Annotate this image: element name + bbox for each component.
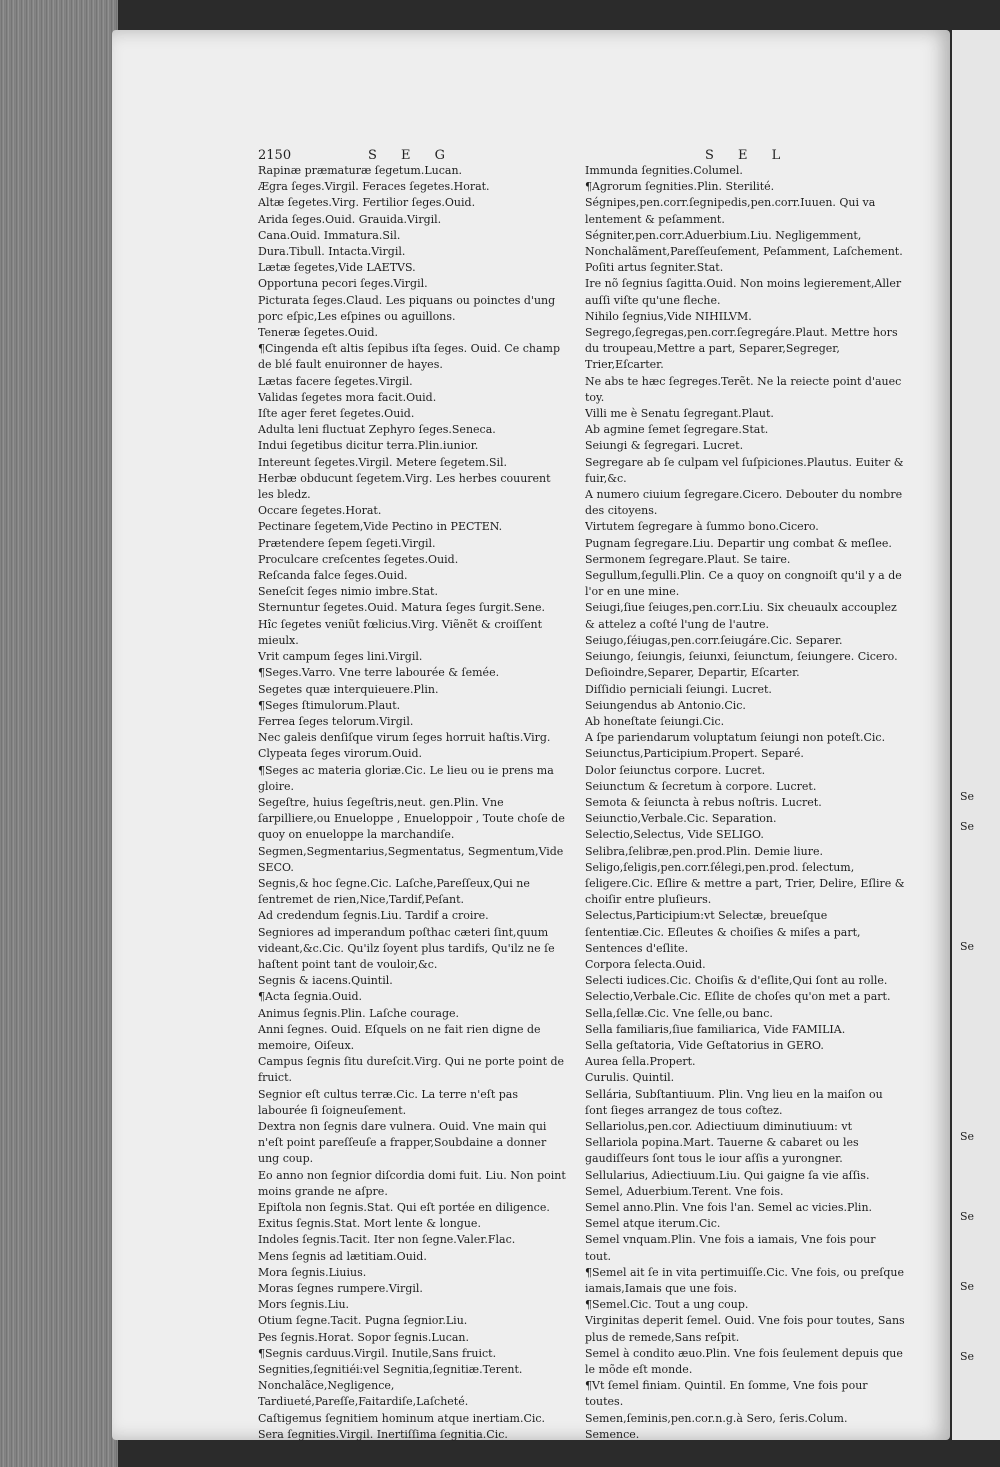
dictionary-entry: Segrego,ſegregas,pen.corr.ſegregáre.Plaut. Mettre hors du troupeau,Mettre a part, Separer,Segreger, Trier,Eſcarter. <box>585 326 898 372</box>
dictionary-entry: Ségnipes,pen.corr.ſegnipedis,pen.corr.Iuuen. Qui va lentement & peſamment. <box>585 196 876 226</box>
dictionary-entry: Virginitas deperit ſemel. Ouid. Vne fois pour toutes, Sans plus de remede,Sans reſpit. <box>585 1314 905 1344</box>
dictionary-entry: Segnis,& hoc ſegne.Cic. Laſche,Pareſſeux,Qui ne ſentremet de rien,Nice,Tardif,Peſant. <box>258 876 530 907</box>
dictionary-entry: Curulis. Quintil. <box>585 1071 675 1085</box>
dictionary-entry: Eo anno non ſegnior diſcordia domi fuit. Liu. Non point moins grande ne aſpre. <box>258 1168 566 1198</box>
dictionary-entry: Campus ſegnis ſitu dureſcit.Virg. Qui ne porte point de fruict. <box>258 1055 565 1085</box>
facing-page-fragment: Se <box>960 1280 975 1293</box>
dictionary-entry: Segetes quæ interquieuere.Plin. <box>258 682 439 696</box>
dictionary-entry: Selecti iudices.Cic. Choiſis & d'eſlite,Qui ſont au rolle. <box>585 974 888 988</box>
dictionary-entry: Intereunt ſegetes.Virgil. Metere ſegetem.Sil. <box>258 455 508 469</box>
dictionary-entry: ¶Acta ſegnia.Ouid. <box>258 990 363 1004</box>
dictionary-entry: Sternuntur ſegetes.Ouid. Matura ſeges ſurgit.Sene. <box>258 601 546 615</box>
dictionary-entry: Validas ſegetes mora facit.Ouid. <box>258 390 437 404</box>
dictionary-entry: Ne abs te hæc ſegreges.Terẽt. Ne la reiecte point d'auec toy. <box>585 374 902 404</box>
running-head-left: S E G <box>368 148 456 163</box>
dictionary-entry: Diſſidio perniciali ſeiungi. Lucret. <box>585 682 772 696</box>
dictionary-entry: Semel atque iterum.Cic. <box>585 1217 721 1231</box>
dictionary-entry: Rapinæ præmaturæ ſegetum.Lucan. <box>258 164 463 177</box>
dictionary-entry: Reſcanda falce ſeges.Ouid. <box>258 569 408 583</box>
dictionary-entry: Selectio,Verbale.Cic. Eſlite de choſes qu'on met a part. <box>585 990 891 1004</box>
dictionary-entry: Selectio,Selectus, Vide SELIGO. <box>585 828 764 842</box>
dictionary-entry: Corpora ſelecta.Ouid. <box>585 957 706 971</box>
dictionary-entry: Arida ſeges.Ouid. Grauida.Virgil. <box>258 212 442 226</box>
dictionary-entry: Villi me è Senatu ſegregant.Plaut. <box>585 407 774 421</box>
dictionary-entry: Anni ſegnes. Ouid. Eſquels on ne fait rien digne de memoire, Oiſeux. <box>258 1022 541 1052</box>
facing-page-fragment: Se <box>960 1210 975 1223</box>
book-page-edges <box>0 0 118 1467</box>
dictionary-entry: Segnis & iacens.Quintil. <box>258 974 393 988</box>
facing-page-fragment: Se <box>960 1130 975 1143</box>
dictionary-entry: Dura.Tibull. Intacta.Virgil. <box>258 245 406 259</box>
page-number: 2150 <box>258 148 292 163</box>
dictionary-entry: Iſte ager feret ſegetes.Ouid. <box>258 407 415 421</box>
dictionary-entry: Mens ſegnis ad lætitiam.Ouid. <box>258 1249 427 1263</box>
dictionary-entry: Picturata ſeges.Claud. Les piquans ou poinctes d'ung porc eſpic,Les eſpines ou aguillons. <box>258 293 556 323</box>
dictionary-entry: Nec galeis denſiſque virum ſeges horruit haſtis.Virg. <box>258 731 551 745</box>
facing-page-fragment: Se <box>960 820 975 833</box>
dictionary-entry: Segniores ad imperandum poſthac cæteri ſint,quum videant,&c.Cic. Qu'ilz ſoyent plus tardifs, Qu'ilz ne ſe haſtent point tant de vouloir,&c. <box>258 925 555 971</box>
dictionary-entry: Segnities,ſegnitiéi:vel Segnitia,ſegnitiæ.Terent. Nonchalãce,Negligence, Tardiueté,Pareſſe,Faitardiſe,Laſcheté. <box>258 1363 523 1409</box>
dictionary-entry: Sermonem ſegregare.Plaut. Se taire. <box>585 552 791 566</box>
dictionary-entry: Nihilo ſegnius,Vide NIHILVM. <box>585 309 752 323</box>
dictionary-entry: Sellularius, Adiectiuum.Liu. Qui gaigne ſa vie aſſis. <box>585 1168 870 1182</box>
dictionary-entry: Sellariolus,pen.cor. Adiectiuum diminutiuum: vt Sellariola popina.Mart. Tauerne & cabaret ou les gaudiſſeurs ſont tous le iour aſſis a yurongner. <box>585 1119 859 1166</box>
dictionary-entry: A ſpe pariendarum voluptatum ſeiungi non poteſt.Cic. <box>585 731 886 745</box>
dictionary-entry: Sella familiaris,ſiue familiarica, Vide FAMILIA. <box>585 1022 846 1036</box>
dictionary-entry: Teneræ ſegetes.Ouid. <box>258 326 379 340</box>
dictionary-entry: Ire nõ ſegnius ſagitta.Ouid. Non moins legierement,Aller auſſi viſte qu'une fleche. <box>585 277 902 307</box>
dictionary-entry: Virtutem ſegregare à ſummo bono.Cicero. <box>585 520 819 534</box>
dictionary-entry: ¶Cingenda eſt altis ſepibus iſta ſeges. Ouid. Ce champ de blé fault enuironner de hayes. <box>258 342 561 372</box>
dictionary-entry: Moras ſegnes rumpere.Virgil. <box>258 1282 423 1296</box>
dictionary-entry: Aurea ſella.Propert. <box>585 1055 696 1069</box>
dictionary-entry: Animus ſegnis.Plin. Laſche courage. <box>258 1006 460 1020</box>
dictionary-entry: Sera ſegnities.Virgil. Inertiſſima ſegnitia.Cic. <box>258 1427 508 1441</box>
dictionary-entry: Herbæ obducunt ſegetem.Virg. Les herbes couurent les bledz. <box>258 471 551 502</box>
dictionary-entry: Seiugi,ſiue ſeiuges,pen.corr.Liu. Six cheuaulx accouplez & attelez a coſté l'ung de l'autre. <box>585 601 897 631</box>
dictionary-entry: Semen,ſeminis,pen.cor.n.g.à Sero, ſeris.Colum. Semence. <box>585 1411 848 1441</box>
dictionary-entry: Indoles ſegnis.Tacit. Iter non ſegne.Valer.Flac. <box>258 1233 516 1247</box>
dictionary-entry: Ab agmine ſemet ſegregare.Stat. <box>585 423 769 437</box>
dictionary-entry: Seiungendus ab Antonio.Cic. <box>585 698 746 712</box>
dictionary-entry: Seneſcit ſeges nimio imbre.Stat. <box>258 585 438 599</box>
dictionary-entry: Segeſtre, huius ſegeſtris,neut. gen.Plin. Vne ſarpilliere,ou Enueloppe , Enueloppoir , Toute choſe de quoy on enueloppe la marchandiſe. <box>258 795 565 842</box>
dictionary-entry: Seiugo,ſéiugas,pen.corr.ſeiugáre.Cic. Separer. <box>585 633 843 647</box>
dictionary-entry: Semel anno.Plin. Vne fois l'an. Semel ac vicies.Plin. <box>585 1201 873 1214</box>
dictionary-entry: ¶Vt ſemel finiam. Quintil. En ſomme, Vne fois pour toutes. <box>585 1379 868 1409</box>
dictionary-entry: Hîc ſegetes veniũt fœlicius.Virg. Viẽnẽt & croiſſent mieulx. <box>258 617 543 647</box>
dictionary-entry: Adulta leni fluctuat Zephyro ſeges.Seneca. <box>258 423 496 437</box>
dictionary-entry: Seiunctio,Verbale.Cic. Separation. <box>585 812 777 826</box>
dictionary-entry: Ségniter,pen.corr.Aduerbium.Liu. Negligemment, Nonchalãment,Pareſſeuſement, Peſamment, Laſchement. <box>585 228 903 259</box>
facing-page-fragment: Se <box>960 790 975 803</box>
dictionary-entry: Segmen,Segmentarius,Segmentatus, Segmentum,Vide SECO. <box>258 844 564 874</box>
dictionary-entry: Opportuna pecori ſeges.Virgil. <box>258 277 428 291</box>
dictionary-entry: A numero ciuium ſegregare.Cicero. Debouter du nombre des citoyens. <box>585 488 903 518</box>
dictionary-entry: Segregare ab ſe culpam vel ſuſpiciones.Plautus. Euiter & fuir,&c. <box>585 455 904 485</box>
dictionary-entry: Ad credendum ſegnis.Liu. Tardif a croire. <box>258 909 489 923</box>
dictionary-entry: ¶Seges ſtimulorum.Plaut. <box>258 698 401 712</box>
dictionary-entry: Epiſtola non ſegnis.Stat. Qui eſt portée en diligence. <box>258 1201 550 1214</box>
dictionary-entry: ¶Semel.Cic. Tout a ung coup. <box>585 1298 749 1312</box>
running-head-right: S E L <box>705 148 791 163</box>
dictionary-entry: Lætas facere ſegetes.Virgil. <box>258 374 413 388</box>
dictionary-entry: Semel à condito æuo.Plin. Vne fois ſeulement depuis que le mõde eſt monde. <box>585 1346 903 1377</box>
dictionary-entry: ¶Agrorum ſegnities.Plin. Sterilité. <box>585 180 775 194</box>
dictionary-entry: Seiungo, ſeiungis, ſeiunxi, ſeiunctum, ſeiungere. Cicero. Deſioindre,Separer, Departir, Eſcarter. <box>585 650 898 680</box>
dictionary-entry: Sellária, Subſtantiuum. Plin. Vng lieu en la maiſon ou ſont ſieges arrangez de tous coſtez. <box>585 1087 883 1117</box>
dictionary-entry: Mora ſegnis.Liuius. <box>258 1265 367 1279</box>
dictionary-entry: Pes ſegnis.Horat. Sopor ſegnis.Lucan. <box>258 1330 470 1344</box>
dictionary-entry: ¶Seges ac materia gloriæ.Cic. Le lieu ou ie prens ma gloire. <box>258 763 554 793</box>
dictionary-entry: Selectus,Participium:vt Selectæ, breueſque ſententiæ.Cic. Eſleutes & choiſies & miſes a part, Sentences d'eſlite. <box>585 909 861 955</box>
dictionary-entry: Ab honeſtate ſeiungi.Cic. <box>585 714 725 728</box>
dictionary-entry: Seiungi & ſegregari. Lucret. <box>585 439 744 453</box>
dictionary-entry: Otium ſegne.Tacit. Pugna ſegnior.Liu. <box>258 1314 468 1328</box>
dictionary-entry: Clypeata ſeges virorum.Ouid. <box>258 747 423 761</box>
dictionary-entry: Occare ſegetes.Horat. <box>258 504 382 518</box>
dictionary-entry: Lætæ ſegetes,Vide LAETVS. <box>258 261 416 275</box>
dictionary-entry: Cana.Ouid. Immatura.Sil. <box>258 228 401 242</box>
dictionary-entry: ¶Seges.Varro. Vne terre labourée & ſemée. <box>258 666 500 680</box>
dictionary-entry: Pectinare ſegetem,Vide Pectino in PECTEN. <box>258 520 503 534</box>
dictionary-entry: Proculcare creſcentes ſegetes.Ouid. <box>258 552 459 566</box>
dictionary-entry: Segullum,ſegulli.Plin. Ce a quoy on congnoiſt qu'il y a de l'or en une mine. <box>585 569 902 599</box>
dictionary-entry: Pugnam ſegregare.Liu. Departir ung combat & meſlee. <box>585 536 892 550</box>
dictionary-entry: Dextra non ſegnis dare vulnera. Ouid. Vne main qui n'eſt point pareſſeuſe a frapper,Soubdaine a donner ung coup. <box>258 1119 547 1166</box>
right-column <box>585 163 905 1443</box>
facing-page-edge <box>952 30 1000 1440</box>
dictionary-entry: Prætendere ſepem ſegeti.Virgil. <box>258 536 436 550</box>
dictionary-entry: Semel vnquam.Plin. Vne fois a iamais, Vne fois pour tout. <box>585 1233 876 1263</box>
dictionary-entry: Segnior eſt cultus terræ.Cic. La terre n'eſt pas labourée ſi ſoigneuſement. <box>258 1087 519 1117</box>
dictionary-entry: Seligo,ſeligis,pen.corr.ſélegi,pen.prod. ſelectum, ſeligere.Cic. Eſlire & mettre a part, Trier, Delire, Eſlire & choiſir entre pluſieurs. <box>585 860 905 907</box>
facing-page-fragment: Se <box>960 1350 975 1363</box>
dictionary-entry: Vrit campum ſeges lini.Virgil. <box>258 650 423 664</box>
dictionary-entry: ¶Segnis carduus.Virgil. Inutile,Sans fruict. <box>258 1346 497 1360</box>
dictionary-entry: Sella geſtatoria, Vide Geſtatorius in GERO. <box>585 1038 824 1052</box>
dictionary-entry: Seiunctus,Participium.Propert. Separé. <box>585 747 804 761</box>
dictionary-entry: Immunda ſegnities.Columel. <box>585 164 743 177</box>
dictionary-entry: Exitus ſegnis.Stat. Mort lente & longue. <box>258 1217 481 1231</box>
dictionary-entry: Mors ſegnis.Liu. <box>258 1298 350 1312</box>
dictionary-entry: Semota & ſeiuncta à rebus noſtris. Lucret. <box>585 795 822 809</box>
dictionary-entry: Caſtigemus ſegnitiem hominum atque inertiam.Cic. <box>258 1411 546 1425</box>
dictionary-entry: Sella,ſellæ.Cic. Vne ſelle,ou banc. <box>585 1006 773 1020</box>
dictionary-entry: ¶Semel ait ſe in vita pertimuiſſe.Cic. Vne fois, ou preſque iamais,Iamais que une fois. <box>585 1265 904 1296</box>
left-column <box>258 163 568 1443</box>
dictionary-entry: Altæ ſegetes.Virg. Fertilior ſeges.Ouid. <box>258 196 476 210</box>
dictionary-entry: Selibra,ſelibræ,pen.prod.Plin. Demie liure. <box>585 844 823 858</box>
dictionary-entry: Indui ſegetibus dicitur terra.Plin.iunior. <box>258 439 479 453</box>
facing-page-fragment: Se <box>960 940 975 953</box>
dictionary-entry: Ægra ſeges.Virgil. Feraces ſegetes.Horat. <box>258 180 490 194</box>
dictionary-entry: Ferrea ſeges telorum.Virgil. <box>258 714 414 728</box>
dictionary-entry: Dolor ſeiunctus corpore. Lucret. <box>585 763 766 777</box>
dictionary-entry: Semel, Aduerbium.Terent. Vne fois. <box>585 1184 784 1198</box>
dictionary-entry: Poſiti artus ſegniter.Stat. <box>585 261 724 275</box>
dictionary-entry: Seiunctum & ſecretum à corpore. Lucret. <box>585 779 817 793</box>
